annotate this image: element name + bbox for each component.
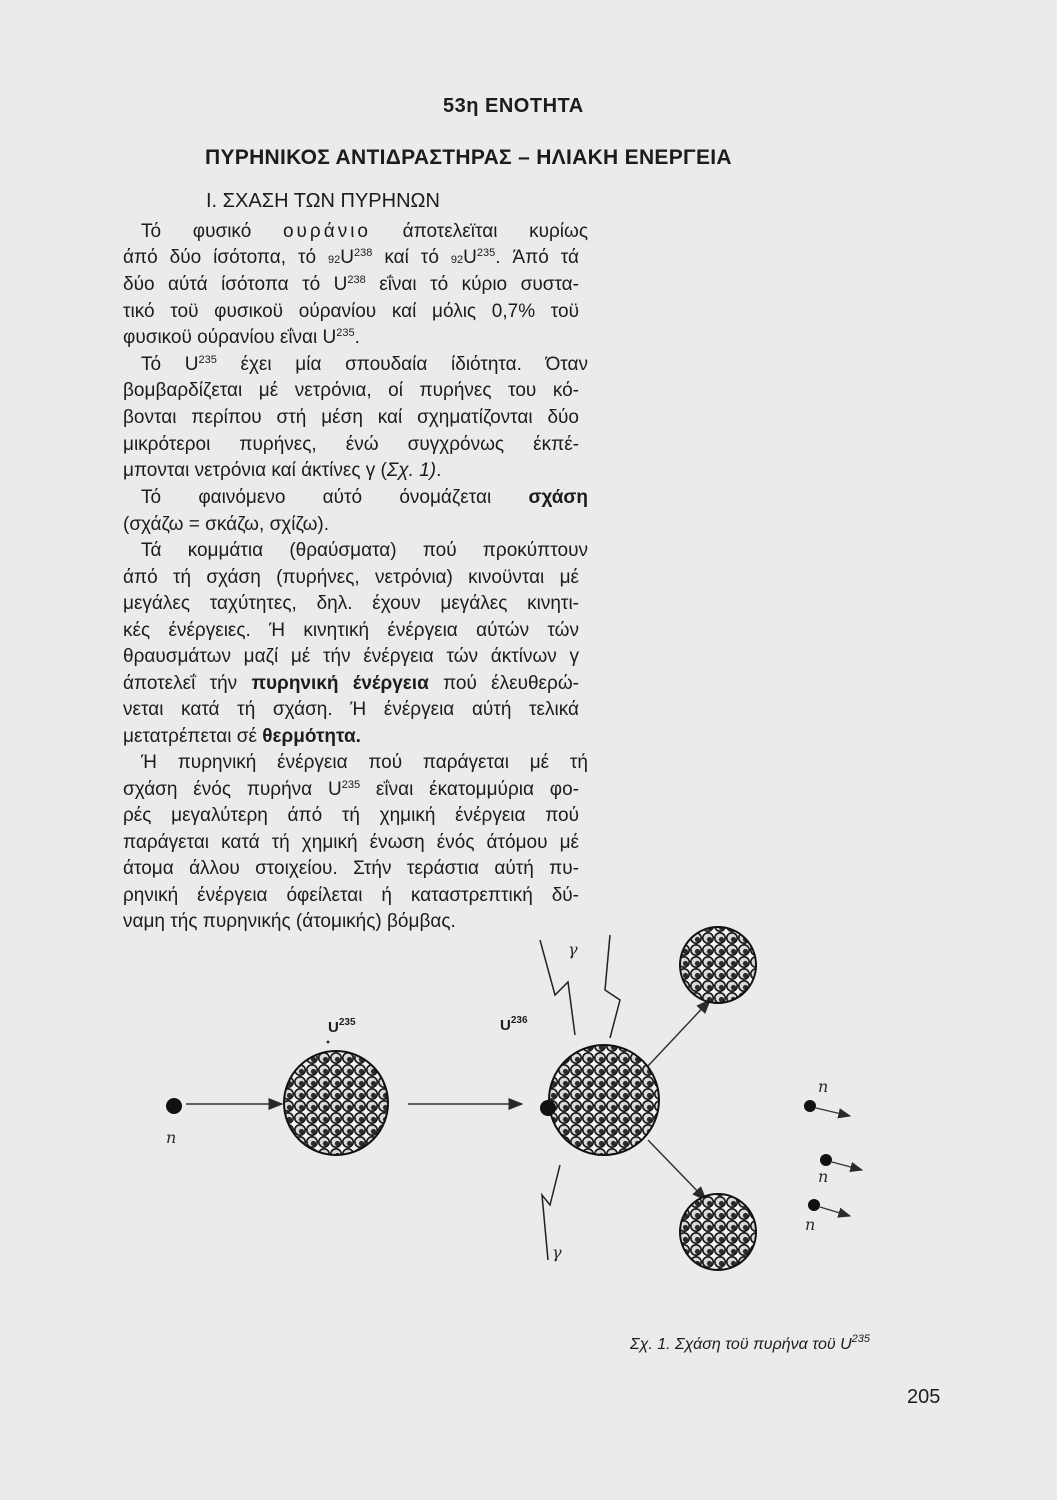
- text-line: παράγεται κατά τή χημική ένωση ένός άτόμου μέ: [123, 832, 579, 853]
- text-line: ρές μεγαλύτερη άπό τή χημική ένέργεια πού: [123, 805, 579, 826]
- neutron-label: n: [805, 1215, 816, 1234]
- unit-title: 53η ΕΝΟΤΗΤΑ: [443, 95, 584, 117]
- text-line: θραυσμάτων μαζί μέ τήν ένέργεια τών άκτίνων γ: [123, 646, 579, 667]
- neutron-label: n: [166, 1128, 177, 1147]
- chapter-title: ΠΥΡΗΝΙΚΟΣ ΑΝΤΙΔΡΑΣΤΗΡΑΣ – ΗΛΙΑΚΗ ΕΝΕΡΓΕΙΑ: [205, 146, 732, 169]
- gamma-label-top: γ: [568, 940, 578, 959]
- page-number: 205: [907, 1386, 941, 1408]
- text-line: τικό τοϋ φυσικοϋ ούρανίου καί μόλις 0,7% τοϋ: [123, 301, 579, 322]
- text-line: (σχάζω = σκάζω, σχίζω).: [123, 514, 330, 535]
- fission-fragment-bottom: [680, 1194, 756, 1270]
- text-line: άποτελεΐ τήν πυρηνική ένέργεια πού έλευθερώ-: [123, 673, 579, 694]
- u235-nucleus: [284, 1017, 388, 1155]
- text-line: μπονται νετρόνια καί άκτίνες γ (Σχ. 1).: [123, 460, 442, 481]
- fission-diagram: [150, 920, 870, 1320]
- text-line: μετατρέπεται σέ θερμότητα.: [123, 726, 361, 747]
- text-line: κές ένέργειες. Ή κινητική ένέργεια αύτών τών: [123, 620, 579, 641]
- arrow-to-fragment-top: [648, 1000, 710, 1066]
- text-line: Τά κομμάτια (θραύσματα) πού προκύπτουν: [141, 540, 588, 561]
- section-heading: Ι. ΣΧΑΣΗ ΤΩΝ ΠΥΡΗΝΩΝ: [206, 190, 440, 212]
- incoming-neutron: [166, 1098, 182, 1147]
- text-line: άπό δύο ίσότοπα, τό $92U^{238}$ καί τό $92U^{235}$. Άπό τά: [123, 247, 580, 268]
- text-line: άτομα άλλου στοιχείου. Στήν τεράστια αύτή πυ-: [123, 858, 579, 879]
- text-line: φυσικοϋ ούρανίου εΐναι $U^{235}$.: [123, 327, 360, 348]
- gamma-label-bottom: γ: [552, 1243, 562, 1262]
- text-line: μικρότεροι πυρήνες, ένώ συγχρόνως έκπέ-: [123, 434, 579, 455]
- text-line: Τό φυσικό ουράνιο άποτελεϊται κυρίως: [141, 221, 589, 242]
- text-line: Ή πυρηνική ένέργεια πού παράγεται μέ τή: [141, 752, 588, 773]
- text-line: μεγάλες ταχύτητες, δηλ. έχουν μεγάλες κινητι-: [123, 593, 579, 614]
- neutron-label: n: [818, 1077, 829, 1096]
- fission-fragment-top: [680, 927, 756, 1003]
- text-line: βομβαρδίζεται μέ νετρόνια, οί πυρήνες του κό-: [123, 380, 579, 401]
- text-line: ρηνική ένέργεια όφείλεται ή καταστρεπτική δύ-: [123, 885, 579, 906]
- arrow-to-fragment-bottom: [648, 1140, 706, 1200]
- u236-nucleus: [500, 1015, 659, 1155]
- text-line: βονται περίπου στή μέση καί σχηματίζονται δύο: [123, 407, 579, 428]
- u235-label: $U^{235}$: [328, 1017, 356, 1036]
- text-line: νεται κατά τή σχάση. Ή ένέργεια αύτή τελικά: [123, 699, 579, 720]
- u236-label: $U^{236}$: [500, 1015, 528, 1034]
- text-line: Τό $U^{235}$ έχει μία σπουδαία ίδιότητα. Όταν: [141, 354, 588, 375]
- text-line: δύο αύτά ίσότοπα τό $U^{238}$ εΐναι τό κύριο συστα-: [123, 274, 579, 295]
- text-line: άπό τή σχάση (πυρήνες, νετρόνια) κινοϋνται μέ: [123, 567, 579, 588]
- emitted-neutrons: [804, 1077, 862, 1234]
- figure-caption: Σχ. 1. Σχάση τοϋ πυρήνα τοϋ $U^{235}$: [630, 1333, 871, 1353]
- text-line: ναμη τής πυρηνικής (άτομικής) βόμβας.: [123, 911, 456, 932]
- neutron-label: n: [818, 1167, 829, 1186]
- text-line: σχάση ένός πυρήνα $U^{235}$ εΐναι έκατομμύρια φο-: [123, 779, 579, 800]
- text-line: Τό φαινόμενο αύτό όνομάζεται σχάση: [141, 487, 588, 508]
